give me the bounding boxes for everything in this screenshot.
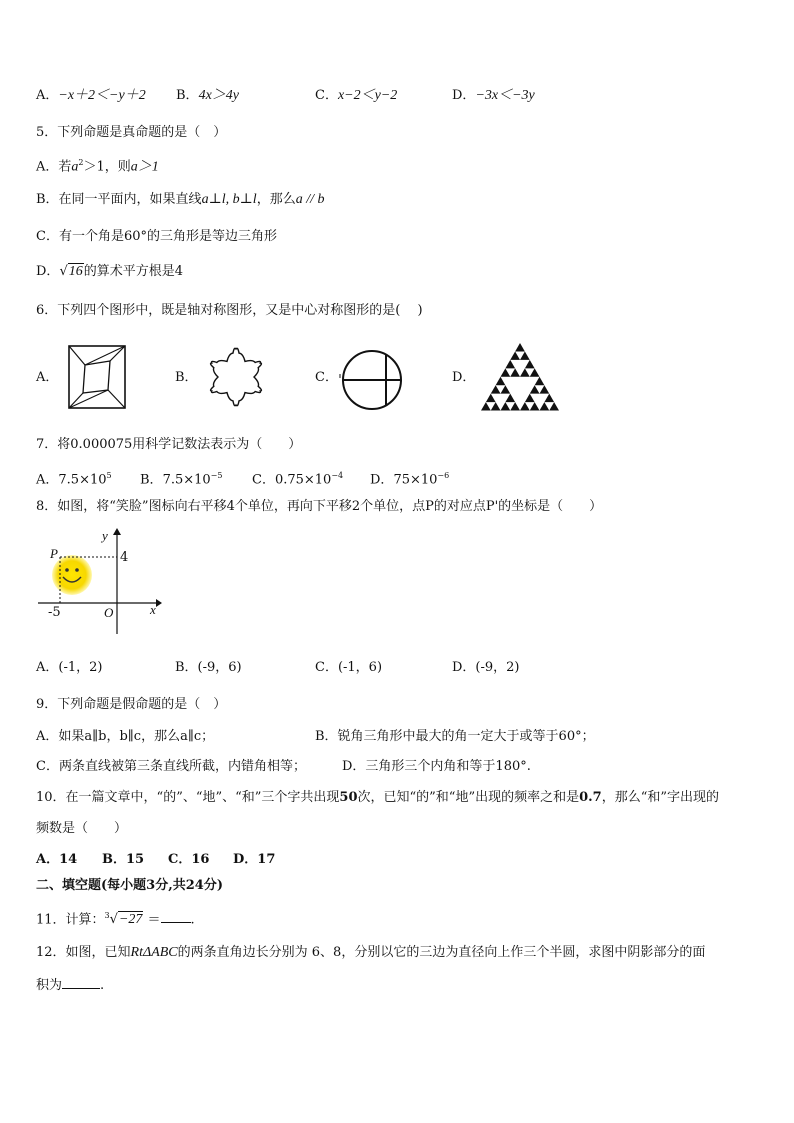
sierpinski-triangle xyxy=(544,394,554,402)
smiley-icon xyxy=(52,555,92,595)
q8-option-d: D．(-9，2) xyxy=(452,660,520,675)
sierpinski-triangle xyxy=(510,351,520,359)
sierpinski-triangle xyxy=(505,394,515,402)
q8-option-b: B．(-9，6) xyxy=(175,660,242,675)
q12-stem-line1: 12．如图，已知RtΔABC的两条直角边长分别为 6、8，分别以它的三边为直径向上作三个半圆，求图中阴影部分的面 xyxy=(36,945,706,960)
sierpinski-triangle xyxy=(501,368,511,376)
q7-stem: 7．将0.000075用科学记数法表示为（ ） xyxy=(36,437,302,452)
sierpinski-triangle xyxy=(520,402,530,410)
sierpinski-triangle xyxy=(491,402,501,410)
q9-stem: 9．下列命题是假命题的是（ ） xyxy=(36,697,227,712)
cube-root-symbol: √−27 xyxy=(109,912,143,928)
q6-label-a: A． xyxy=(36,370,59,385)
q11-answer-blank[interactable] xyxy=(161,910,191,923)
q8-label-p: P xyxy=(50,546,58,561)
sierpinski-triangle xyxy=(486,394,496,402)
sierpinski-triangle xyxy=(510,402,520,410)
q10-option-d: D．17 xyxy=(233,852,276,867)
sierpinski-triangle xyxy=(540,385,550,393)
q10-option-c: C．16 xyxy=(168,852,210,867)
q10-stem-line2: 频数是（ ） xyxy=(36,821,128,836)
sierpinski-triangle xyxy=(501,385,511,393)
sierpinski-triangle xyxy=(496,377,506,385)
q8-label-minus5: -5 xyxy=(48,605,61,620)
q5-option-c: C．有一个角是60°的三角形是等边三角形 xyxy=(36,229,277,244)
sierpinski-triangle xyxy=(520,368,530,376)
q6-figure-d xyxy=(478,341,562,415)
sierpinski-triangle xyxy=(505,360,515,368)
sierpinski-triangle xyxy=(510,368,520,376)
q4-option-a: A．−x＋2＜−y＋2 xyxy=(36,88,146,103)
sqrt-symbol: √16 xyxy=(59,264,83,279)
q5-option-b: B．在同一平面内，如果直线a⊥l, b⊥l，那么a // b xyxy=(36,192,325,207)
q6-figure-a xyxy=(66,343,128,411)
q6-label-d: D． xyxy=(452,370,476,385)
q9-option-b: B．锐角三角形中最大的角一定大于或等于60°； xyxy=(315,729,595,744)
sierpinski-triangle xyxy=(549,402,559,410)
sierpinski-triangle xyxy=(515,343,525,351)
q7-option-c: C．$0.75\times 10^{-4}$ xyxy=(252,471,344,488)
q12-stem-line2: 积为 . xyxy=(36,978,105,993)
q10-option-a: A．14 xyxy=(36,852,78,867)
q9-option-c: C．两条直线被第三条直线所截，内错角相等； xyxy=(36,759,306,774)
q4-option-b: B．4x＞4y xyxy=(176,88,239,103)
sierpinski-triangle xyxy=(540,402,550,410)
q10-option-b: B．15 xyxy=(102,852,145,867)
q8-label-y: y xyxy=(102,528,108,543)
q8-stem: 8．如图，将“笑脸”图标向右平移4个单位，再向下平移2个单位，点P的对应点P'的坐标是（ ） xyxy=(36,499,603,514)
sierpinski-triangle xyxy=(530,368,540,376)
q6-figure-b xyxy=(198,339,274,415)
sierpinski-triangle xyxy=(530,385,540,393)
sierpinski-triangle xyxy=(535,377,545,385)
q7-option-a: A．$7.5\times 10^5$ xyxy=(36,471,112,488)
q8-option-a: A．(-1，2) xyxy=(36,660,103,675)
q5-option-a: A．若$a^2>1$，则a＞1 xyxy=(36,158,159,175)
sierpinski-triangle xyxy=(525,394,535,402)
q6-figure-c xyxy=(338,346,406,414)
q8-label-x: x xyxy=(150,602,156,617)
q4-option-d: D．−3x＜−3y xyxy=(452,88,535,103)
q6-stem: 6．下列四个图形中，既是轴对称图形，又是中心对称图形的是( ) xyxy=(36,303,423,318)
q4-option-c: C．x−2＜y−2 xyxy=(315,88,398,103)
sierpinski-triangle xyxy=(530,402,540,410)
q8-label-o: O xyxy=(104,605,114,620)
q5-option-d: D．√16的算术平方根是4 xyxy=(36,264,184,279)
q6-label-c: C． xyxy=(315,370,338,385)
q9-option-d: D．三角形三个内角和等于180°. xyxy=(342,759,531,774)
q8-label-4: 4 xyxy=(120,550,129,565)
sierpinski-triangle xyxy=(481,402,491,410)
section-heading-fill-blank: 二、填空题(每小题3分,共24分) xyxy=(36,878,223,893)
sierpinski-triangle xyxy=(525,360,535,368)
sierpinski-triangle xyxy=(491,385,501,393)
q6-label-b: B． xyxy=(175,370,198,385)
q9-option-a: A．如果a∥b，b∥c，那么a∥c； xyxy=(36,729,215,744)
q12-answer-blank[interactable] xyxy=(62,976,100,989)
q11-stem: 11．计算：$^3$√−27 ＝ . xyxy=(36,911,195,928)
q8-option-c: C．(-1，6) xyxy=(315,660,383,675)
q5-stem: 5．下列命题是真命题的是（ ） xyxy=(36,125,227,140)
q7-option-d: D．$75\times 10^{-6}$ xyxy=(370,471,450,488)
sierpinski-triangle xyxy=(520,351,530,359)
q10-stem-line1: 10．在一篇文章中，“的”、“地”、“和”三个字共出现50次，已知“的”和“地”出现的频率之和是0.7，那么“和”字出现的 xyxy=(36,790,720,805)
q7-option-b: B．$7.5\times 10^{-5}$ xyxy=(140,471,223,488)
sierpinski-triangle xyxy=(501,402,511,410)
